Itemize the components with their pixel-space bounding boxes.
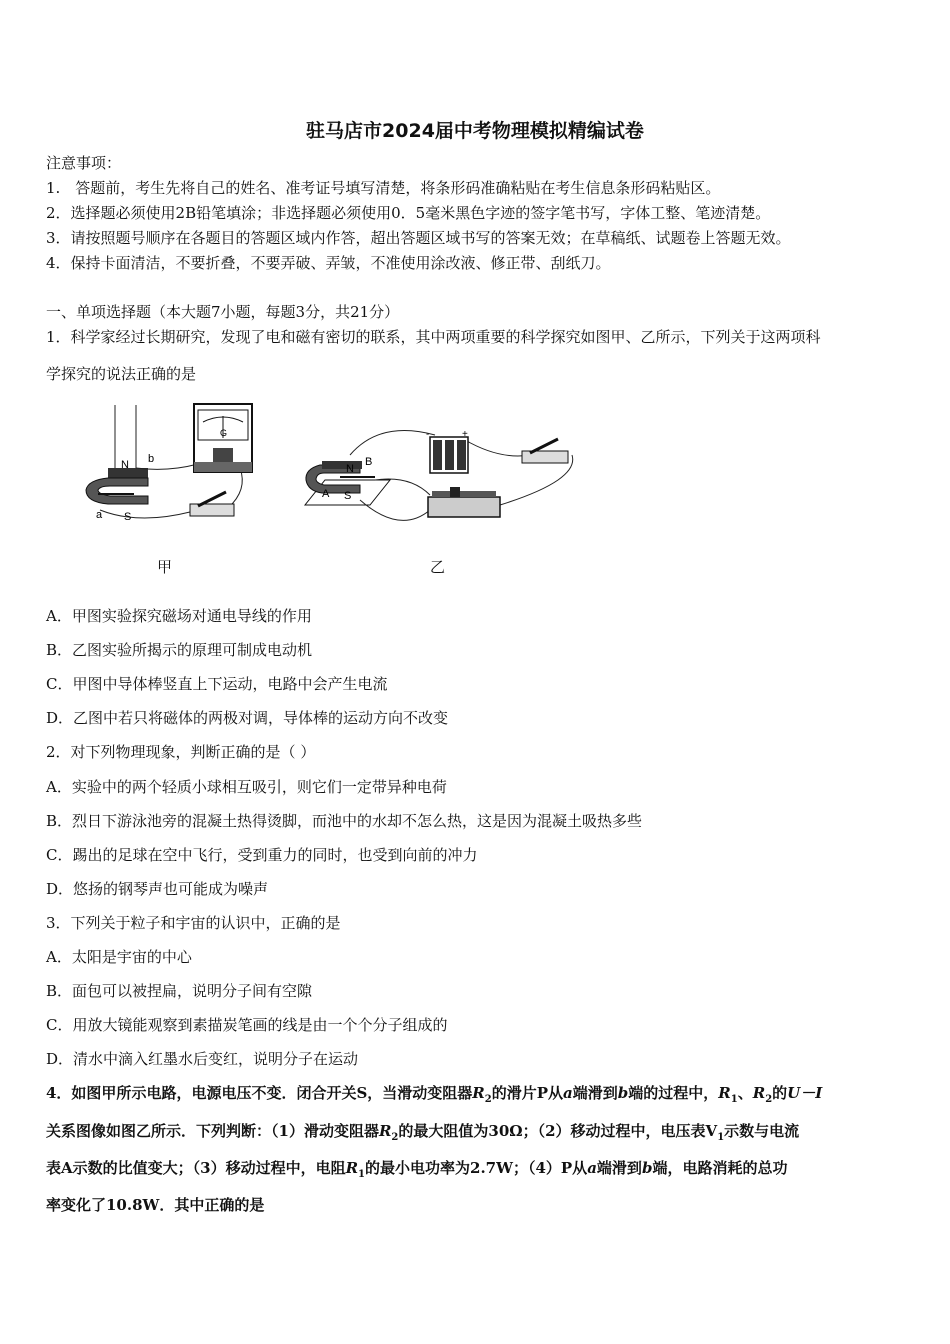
q1-option-d: D．乙图中若只将磁体的两极对调，导体棒的运动方向不改变 [46, 709, 449, 727]
notice-item-4: 4．保持卡面清洁，不要折叠，不要弄破、弄皱，不准使用涂改液、修正带、刮纸刀。 [46, 254, 611, 272]
q4-line4: 率变化了10.8W．其中正确的是 [46, 1196, 265, 1214]
q1-stem-line1: 1．科学家经过长期研究，发现了电和磁有密切的联系，其中两项重要的科学探究如图甲、乙所示，下列关于这两项科 [46, 328, 821, 346]
q3-option-d: D．清水中滴入红墨水后变红，说明分子在运动 [46, 1050, 359, 1068]
label-b: b [148, 453, 155, 465]
page-title: 驻马店市2024届中考物理模拟精编试卷 [306, 120, 644, 142]
figure-yi-caption: 乙 [430, 558, 446, 576]
label-n: N [121, 459, 129, 471]
notice-heading: 注意事项： [46, 154, 122, 172]
q2-option-a: A．实验中的两个轻质小球相互吸引，则它们一定带异种电荷 [46, 778, 447, 796]
label-a2: A [322, 488, 330, 500]
q4-line1: 4．如图甲所示电路，电源电压不变．闭合开关S，当滑动变阻器$R_2$的滑片P从a端滑到b端的过程中，$R_1$、$R_2$的U－I [46, 1084, 823, 1105]
q4-line2: 关系图像如图乙所示．下列判断：（1）滑动变阻器$R_2$的最大阻值为30Ω；（2）移动过程中，电压表$V_1$示数与电流 [46, 1122, 800, 1143]
label-b2: B [365, 456, 373, 468]
label-s2: S [344, 490, 352, 502]
q3-option-c: C．用放大镜能观察到素描炭笔画的线是由一个个分子组成的 [46, 1016, 448, 1034]
q3-option-b: B．面包可以被捏扁，说明分子间有空隙 [46, 982, 313, 1000]
label-s: S [124, 511, 132, 523]
q1-option-c: C．甲图中导体棒竖直上下运动，电路中会产生电流 [46, 675, 388, 693]
q2-option-d: D．悠扬的钢琴声也可能成为噪声 [46, 880, 269, 898]
label-n2: N [346, 463, 354, 475]
figure-jia-caption: 甲 [157, 558, 173, 576]
notice-item-1: 1. 答题前，考生先将自己的姓名、准考证号填写清楚，将条形码准确粘贴在考生信息条形码粘贴区。 [46, 179, 721, 197]
q2-option-b: B．烈日下游泳池旁的混凝土热得烫脚，而池中的水却不怎么热，这是因为混凝土吸热多些 [46, 812, 643, 830]
q1-option-b: B．乙图实验所揭示的原理可制成电动机 [46, 641, 313, 659]
figure-jia-diagram [78, 400, 253, 530]
q1-stem-line2: 学探究的说法正确的是 [46, 365, 197, 383]
notice-item-2: 2．选择题必须使用2B铅笔填涂；非选择题必须使用0．5毫米黑色字迹的签字笔书写，字体工整、笔迹清楚。 [46, 204, 771, 222]
label-g: G [220, 428, 228, 438]
q3-stem: 3．下列关于粒子和宇宙的认识中，正确的是 [46, 914, 341, 932]
figure-yi-diagram [300, 425, 580, 530]
q2-option-c: C．踢出的足球在空中飞行，受到重力的同时，也受到向前的冲力 [46, 846, 478, 864]
section-heading: 一、单项选择题（本大题7小题，每题3分，共21分） [46, 303, 400, 321]
label-a: a [96, 509, 103, 521]
q4-line3: 表A示数的比值变大；（3）移动过程中，电阻$R_1$的最小电功率为2.7W；（4）P从a端滑到b端，电路消耗的总功 [46, 1159, 788, 1180]
label-plus: + [462, 429, 468, 440]
q1-option-a: A．甲图实验探究磁场对通电导线的作用 [46, 607, 312, 625]
q3-option-a: A．太阳是宇宙的中心 [46, 948, 192, 966]
notice-item-3: 3．请按照题号顺序在各题目的答题区域内作答，超出答题区域书写的答案无效；在草稿纸、试题卷上答题无效。 [46, 229, 791, 247]
label-minus: - [426, 429, 430, 440]
q2-stem: 2．对下列物理现象，判断正确的是（ ） [46, 743, 316, 761]
